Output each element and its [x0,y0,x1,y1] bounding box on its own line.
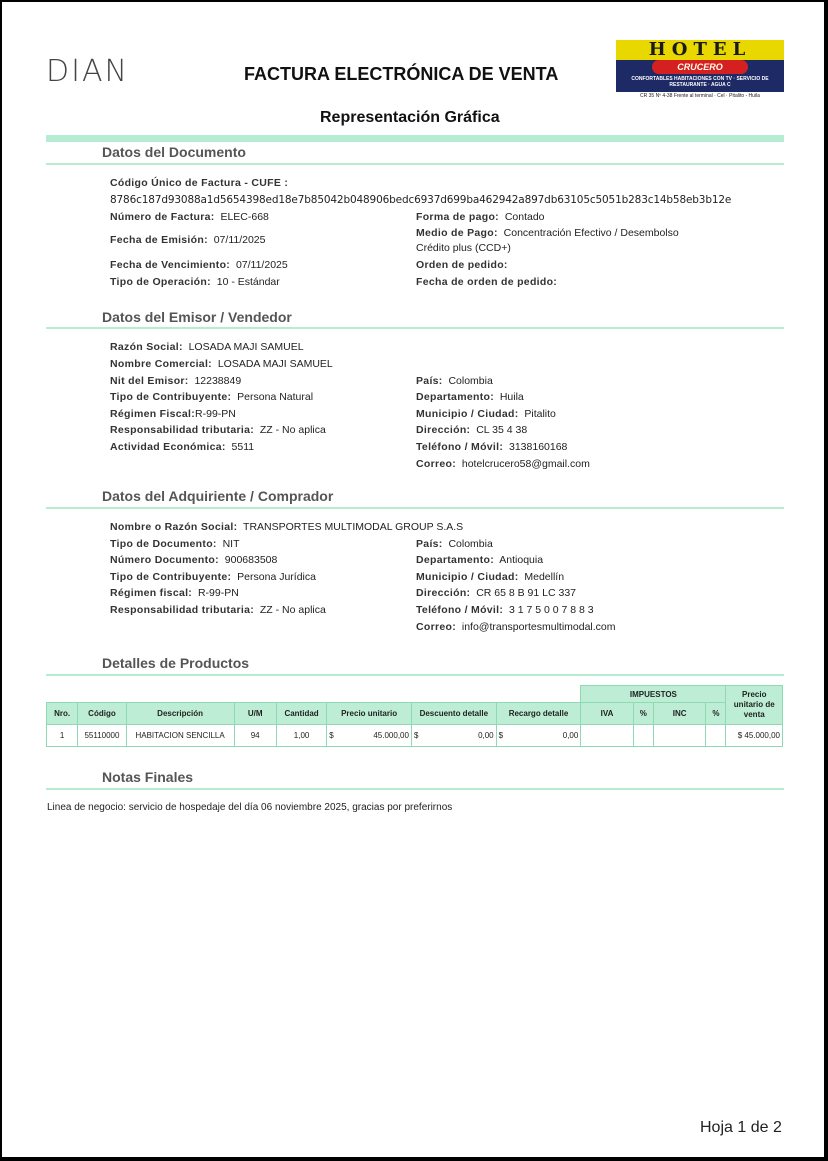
hotel-logo-name: CRUCERO [652,60,748,74]
section-title-productos: Detalles de Productos [102,655,250,671]
field-telefono: Teléfono / Móvil: 3138160168 [416,441,568,453]
field-departamento: Departamento: Huila [416,391,524,403]
cell-inc-pct [706,725,726,747]
field-numero-documento: Número Documento: 900683508 [110,554,278,566]
header-nro: Nro. [47,703,78,725]
field-regimen-fiscal-adq: Régimen fiscal: R-99-PN [110,587,239,599]
field-tipo-contribuyente-adq: Tipo de Contribuyente: Persona Jurídica [110,571,316,583]
table-header-row [47,703,783,725]
notas-text: Linea de negocio: servicio de hospedaje del día 06 noviembre 2025, gracias por preferirnos [47,802,453,813]
section-divider [46,507,784,509]
header-inc: INC [653,703,705,725]
table-header-row-top [47,686,783,703]
field-municipio-adq: Municipio / Ciudad: Medellín [416,571,565,583]
field-forma-pago: Forma de pago: Contado [416,211,545,223]
field-municipio: Municipio / Ciudad: Pitalito [416,408,556,420]
cell-descripcion: HABITACION SENCILLA [126,725,234,747]
header-precio-unitario: Precio unitario [327,703,412,725]
page-number: Hoja 1 de 2 [700,1119,782,1136]
field-correo-adq: Correo: info@transportesmultimodal.com [416,621,616,633]
field-orden-pedido: Orden de pedido: [416,259,508,271]
section-title-documento: Datos del Documento [102,144,246,160]
header-impuestos: IMPUESTOS [581,686,726,703]
header-iva: IVA [581,703,633,725]
section-title-emisor: Datos del Emisor / Vendedor [102,309,292,325]
field-regimen-fiscal: Régimen Fiscal:R-99-PN [110,408,236,420]
cell-precio-venta: $ 45.000,00 [726,725,783,747]
cell-iva [581,725,633,747]
field-numero-factura: Número de Factura: ELEC-668 [110,211,269,223]
header-divider [46,135,784,142]
document-subtitle: Representación Gráfica [320,109,500,126]
cufe-value: 8786c187d93088a1d5654398ed18e7b85042b048906bedc6937d699ba462942a897db63105c5051b283c14b58eb3b12e [110,194,732,206]
field-fecha-orden: Fecha de orden de pedido: [416,276,558,288]
hotel-logo [616,40,784,100]
header-descuento: Descuento detalle [411,703,496,725]
field-departamento-adq: Departamento: Antioquia [416,554,544,566]
table-row [47,725,783,747]
section-divider [46,788,784,790]
field-pais: País: Colombia [416,375,493,387]
header-recargo: Recargo detalle [496,703,581,725]
cell-iva-pct [633,725,653,747]
field-telefono-adq: Teléfono / Móvil: 3 1 7 5 0 0 7 8 8 3 [416,604,594,616]
cell-recargo: $ 0,00 [496,725,581,747]
section-divider [46,163,784,165]
field-responsabilidad: Responsabilidad tributaria: ZZ - No aplica [110,424,326,436]
field-correo: Correo: hotelcrucero58@gmail.com [416,458,590,470]
cell-um: 94 [234,725,276,747]
cufe-label: Código Único de Factura - CUFE : [110,177,289,189]
section-title-notas: Notas Finales [102,769,194,785]
header-precio-venta: Precio unitario de venta [726,686,783,725]
field-fecha-vencimiento: Fecha de Vencimiento: 07/11/2025 [110,259,288,271]
hotel-logo-address: CR 35 Nº 4-38 Frente al terminal · Cel · Pitalito - Huila [616,92,784,100]
header-cantidad: Cantidad [276,703,326,725]
field-tipo-contribuyente: Tipo de Contribuyente: Persona Natural [110,391,314,403]
field-tipo-operacion: Tipo de Operación: 10 - Estándar [110,276,280,288]
invoice-page [2,2,824,1157]
header-codigo: Código [78,703,126,725]
field-nombre-adquiriente: Nombre o Razón Social: TRANSPORTES MULTIMODAL GROUP S.A.S [110,521,464,533]
hotel-logo-services: CONFORTABLES HABITACIONES CON TV · SERVICIO DE RESTAURANTE · AGUA C [631,76,769,88]
section-divider [46,327,784,329]
header-iva-pct: % [633,703,653,725]
table-header-spacer [47,686,581,703]
field-medio-pago: Medio de Pago: Concentración Efectivo / Desembolso [416,227,679,239]
field-responsabilidad-adq: Responsabilidad tributaria: ZZ - No aplica [110,604,326,616]
dian-logo: DIAN [46,54,129,89]
field-direccion: Dirección: CL 35 4 38 [416,424,528,436]
cell-descuento: $ 0,00 [411,725,496,747]
header-inc-pct: % [706,703,726,725]
section-divider [46,674,784,676]
header-um: U/M [234,703,276,725]
field-actividad: Actividad Económica: 5511 [110,441,255,453]
cell-nro: 1 [47,725,78,747]
hotel-logo-title: HOTEL [616,40,784,60]
products-table [46,685,783,747]
field-tipo-documento: Tipo de Documento: NIT [110,538,240,550]
field-fecha-emision: Fecha de Emisión: 07/11/2025 [110,234,266,246]
cell-inc [653,725,705,747]
cell-cantidad: 1,00 [276,725,326,747]
cell-precio-unitario: $ 45.000,00 [327,725,412,747]
field-nombre-comercial: Nombre Comercial: LOSADA MAJI SAMUEL [110,358,333,370]
field-nit-emisor: Nit del Emisor: 12238849 [110,375,242,387]
field-pais-adq: País: Colombia [416,538,493,550]
cell-codigo: 55110000 [78,725,126,747]
header-descripcion: Descripción [126,703,234,725]
document-title: FACTURA ELECTRÓNICA DE VENTA [244,64,559,84]
field-razon-social: Razón Social: LOSADA MAJI SAMUEL [110,341,304,353]
section-title-adquiriente: Datos del Adquiriente / Comprador [102,488,334,504]
field-direccion-adq: Dirección: CR 65 8 B 91 LC 337 [416,587,577,599]
field-medio-pago-cont: Crédito plus (CCD+) [416,242,511,254]
